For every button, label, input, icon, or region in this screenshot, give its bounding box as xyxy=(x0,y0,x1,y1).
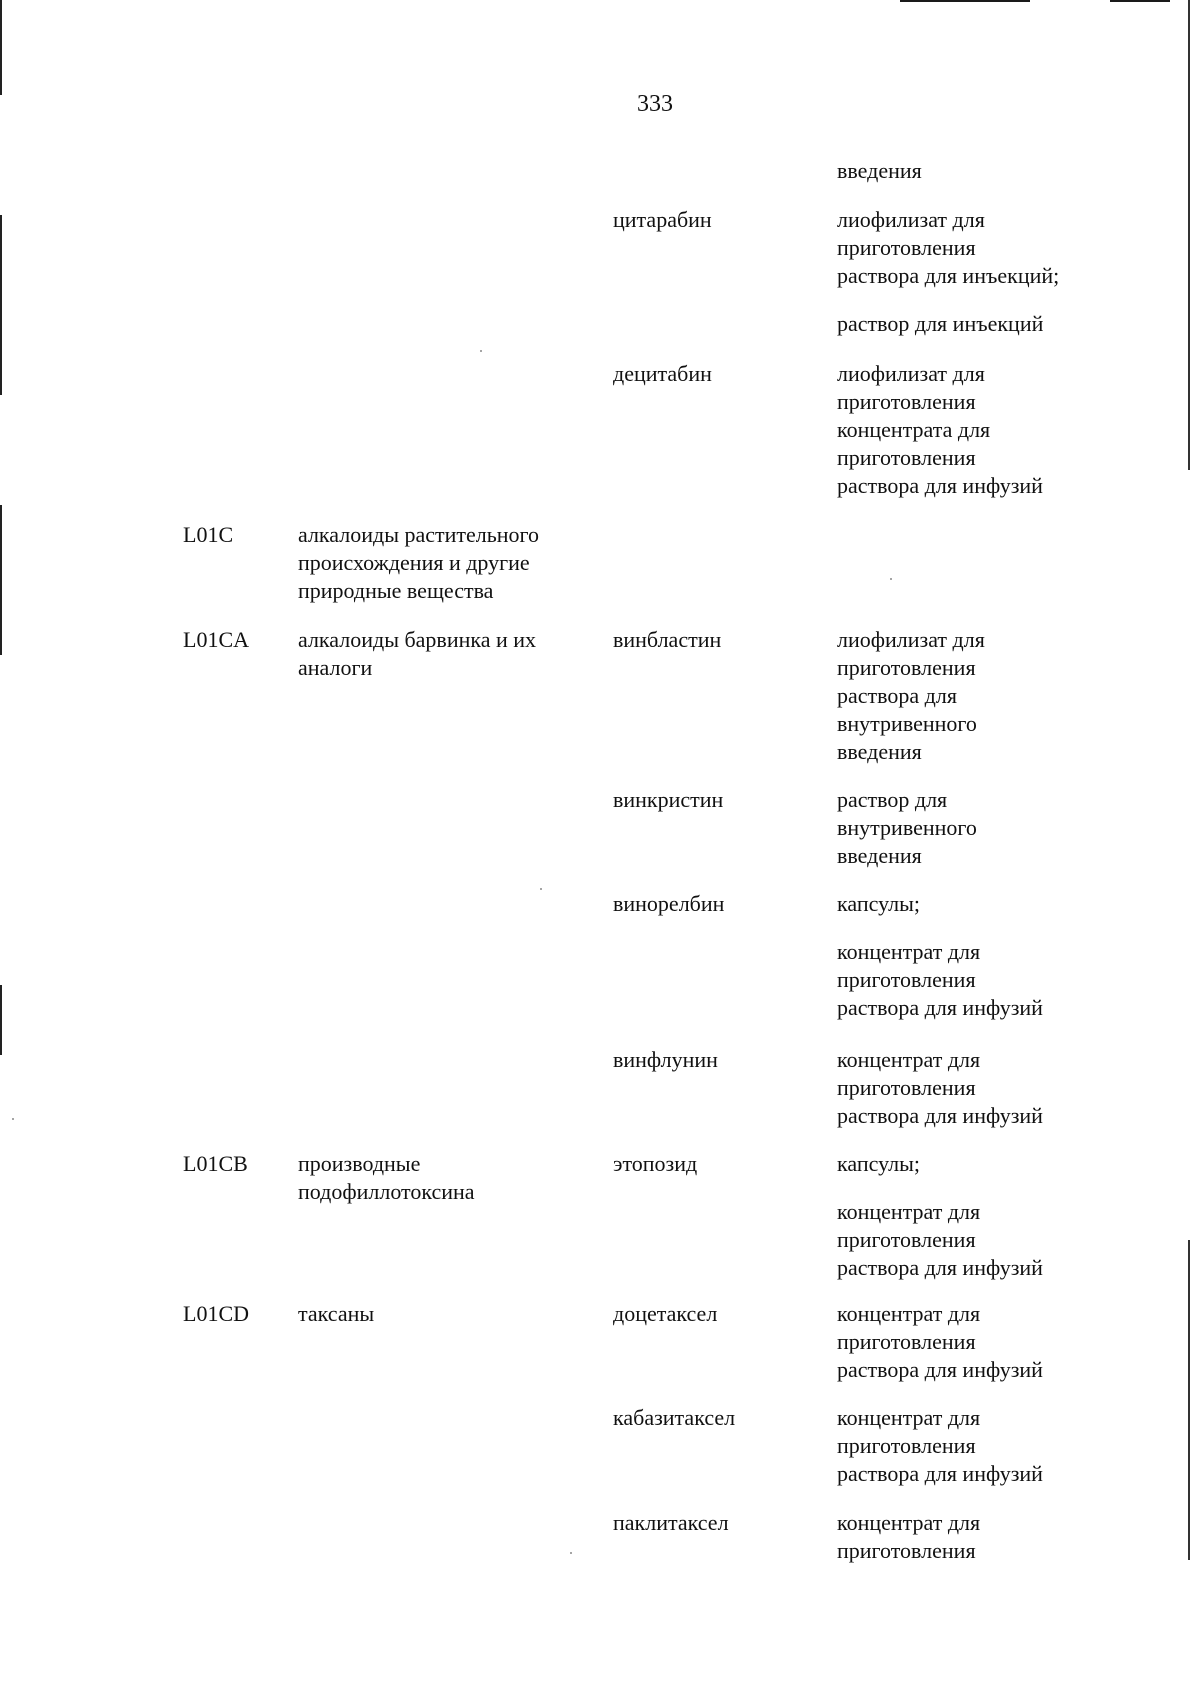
drug-name: паклитаксел xyxy=(613,1510,729,1535)
dosage-form-line: раствора для инфузий xyxy=(837,473,1043,498)
dosage-form-line: раствор для инъекций xyxy=(837,311,1044,336)
drug-name: винорелбин xyxy=(613,891,725,916)
group-name-line: природные вещества xyxy=(298,578,494,603)
dosage-form-line: концентрат для xyxy=(837,939,981,964)
group-name-line: алкалоиды растительного xyxy=(298,522,540,547)
dosage-form-line: приготовления xyxy=(837,235,976,260)
dosage-form-line: приготовления xyxy=(837,967,976,992)
dosage-form-line: концентрата для xyxy=(837,417,991,442)
atc-code: L01CB xyxy=(183,1151,248,1176)
dosage-form-line: приготовления xyxy=(837,445,976,470)
dosage-form-line: раствора для инфузий xyxy=(837,1255,1043,1280)
dosage-form-line: введения xyxy=(837,843,922,868)
dosage-form-line: раствор для xyxy=(837,787,948,812)
drug-name: винкристин xyxy=(613,787,724,812)
scan-edge-mark xyxy=(0,0,2,95)
drug-name: доцетаксел xyxy=(613,1301,718,1326)
drug-name: винбластин xyxy=(613,627,722,652)
dosage-form-line: лиофилизат для xyxy=(837,361,985,386)
dosage-form-line: раствора для инфузий xyxy=(837,1461,1043,1486)
dosage-form-line: концентрат для xyxy=(837,1301,981,1326)
scan-top-mark xyxy=(1110,0,1170,2)
dosage-form-line: приготовления xyxy=(837,655,976,680)
drug-name: цитарабин xyxy=(613,207,712,232)
dosage-form-line: концентрат для xyxy=(837,1405,981,1430)
drug-name: этопозид xyxy=(613,1151,698,1176)
scan-edge-mark xyxy=(0,985,2,1055)
dosage-form-line: приготовления xyxy=(837,389,976,414)
scan-speck xyxy=(890,578,892,580)
dosage-form-line: лиофилизат для xyxy=(837,207,985,232)
dosage-form-line: приготовления xyxy=(837,1075,976,1100)
dosage-form-line: приготовления xyxy=(837,1538,976,1563)
scan-speck xyxy=(570,1552,572,1554)
dosage-form-line: концентрат для xyxy=(837,1047,981,1072)
dosage-form-line: введения xyxy=(837,739,922,764)
scan-speck xyxy=(480,350,482,352)
dosage-form-line: приготовления xyxy=(837,1329,976,1354)
dosage-form-line: капсулы; xyxy=(837,1151,920,1176)
page-number: 333 xyxy=(637,91,673,117)
group-name-line: аналоги xyxy=(298,655,373,680)
dosage-form-line: лиофилизат для xyxy=(837,627,985,652)
scan-speck xyxy=(540,888,542,890)
drug-name: децитабин xyxy=(613,361,712,386)
scan-edge-mark xyxy=(1188,1240,1190,1560)
dosage-form-line: приготовления xyxy=(837,1433,976,1458)
scan-edge-mark xyxy=(1188,0,1190,470)
dosage-form-line: капсулы; xyxy=(837,891,920,916)
dosage-form-line: концентрат для xyxy=(837,1199,981,1224)
atc-code: L01CD xyxy=(183,1301,249,1326)
group-name-line: алкалоиды барвинка и их xyxy=(298,627,537,652)
drug-name: кабазитаксел xyxy=(613,1405,736,1430)
dosage-form-line: концентрат для xyxy=(837,1510,981,1535)
atc-code: L01CA xyxy=(183,627,249,652)
group-name-line: происхождения и другие xyxy=(298,550,530,575)
scan-top-mark xyxy=(900,0,1030,2)
dosage-form-line: раствора для инфузий xyxy=(837,995,1043,1020)
dosage-form-line: раствора для xyxy=(837,683,957,708)
drug-name: винфлунин xyxy=(613,1047,718,1072)
dosage-form-line: введения xyxy=(837,158,922,183)
scan-edge-mark xyxy=(0,215,2,395)
scan-edge-mark xyxy=(0,505,2,655)
group-name-line: производные xyxy=(298,1151,421,1176)
group-name-line: подофиллотоксина xyxy=(298,1179,475,1204)
atc-code: L01C xyxy=(183,522,234,547)
dosage-form-line: внутривенного xyxy=(837,815,977,840)
scan-speck xyxy=(12,1118,14,1120)
dosage-form-line: раствора для инфузий xyxy=(837,1103,1043,1128)
dosage-form-line: внутривенного xyxy=(837,711,977,736)
dosage-form-line: раствора для инфузий xyxy=(837,1357,1043,1382)
dosage-form-line: раствора для инъекций; xyxy=(837,263,1060,288)
dosage-form-line: приготовления xyxy=(837,1227,976,1252)
group-name-line: таксаны xyxy=(298,1301,375,1326)
